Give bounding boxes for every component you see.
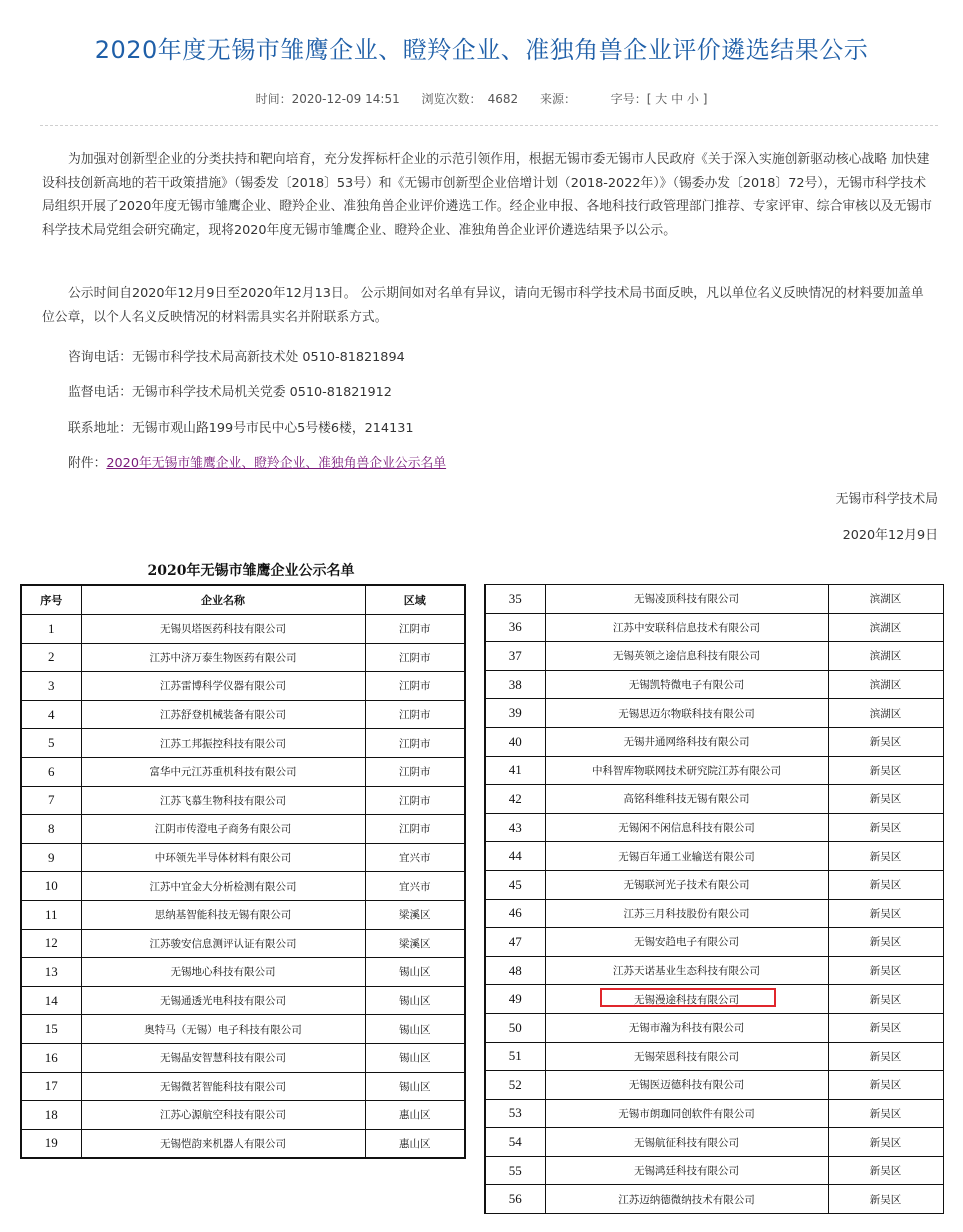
row-region: 江阴市 [365, 643, 465, 672]
intro-paragraph: 为加强对创新型企业的分类扶持和靶向培育，充分发挥标杆企业的示范引领作用，根据无锡市委无锡市人民政府《关于深入实施创新驱动核心战略 加快建设科技创新高地的若干政策措施》（锡委发〔2018〕53号）和《无锡市创新型企业倍增计划（2018-2022年）》（锡委办发〔2018〕72号），无锡市科学技术局组织开展了2020年度无锡市雏鹰企业、瞪羚企业、准独角兽企业评价遴选工作。经企业申报、各地科技行政管理部门推荐、专家评审、综合审核以及无锡市科学技术局党组会研究确定，现将2020年度无锡市雏鹰企业、瞪羚企业、准独角兽企业评价遴选结果予以公示。 [42, 152, 932, 238]
row-company: 无锡市瀚为科技有限公司 [545, 1013, 828, 1042]
row-company: 无锡贝塔医药科技有限公司 [81, 615, 365, 644]
row-region: 新吴区 [828, 899, 943, 928]
row-region: 滨湖区 [828, 699, 943, 728]
row-region: 新吴区 [828, 1099, 943, 1128]
row-index: 35 [485, 585, 545, 614]
table-row [21, 1043, 465, 1072]
header-company: 企业名称 [81, 585, 365, 615]
row-company: 无锡联河光子技术有限公司 [545, 870, 828, 899]
row-index: 1 [21, 615, 81, 644]
row-company: 江苏三月科技股份有限公司 [545, 899, 828, 928]
contact-address: 联系地址：无锡市观山路199号市民中心5号楼6楼，214131 [68, 421, 414, 436]
table-row [485, 1156, 943, 1185]
row-index: 19 [21, 1129, 81, 1158]
table-row [21, 872, 465, 901]
row-company: 思纳基智能科技无锡有限公司 [81, 900, 365, 929]
row-company: 江苏心源航空科技有限公司 [81, 1101, 365, 1130]
row-company: 江阴市传澄电子商务有限公司 [81, 815, 365, 844]
row-index: 41 [485, 756, 545, 785]
view-count: 浏览次数： 4682 [421, 92, 519, 106]
attachment [68, 452, 446, 471]
table-row [485, 699, 943, 728]
table-row [21, 643, 465, 672]
row-index: 37 [485, 642, 545, 671]
row-region: 新吴区 [828, 813, 943, 842]
header-index: 序号 [21, 585, 81, 615]
table-row [21, 986, 465, 1015]
row-index: 7 [21, 786, 81, 815]
row-region: 新吴区 [828, 985, 943, 1014]
row-company: 无锡微茗智能科技有限公司 [81, 1072, 365, 1101]
table-row [485, 1042, 943, 1071]
table-row [485, 785, 943, 814]
row-index: 49 [485, 985, 545, 1014]
row-company: 无锡思迈尔物联科技有限公司 [545, 699, 828, 728]
row-company: 无锡凌顶科技有限公司 [545, 585, 828, 614]
row-index: 42 [485, 785, 545, 814]
row-company: 无锡漫途科技有限公司 [545, 985, 828, 1014]
row-region: 滨湖区 [828, 670, 943, 699]
table-row [485, 1128, 943, 1157]
company-table-left [20, 584, 466, 1159]
row-index: 48 [485, 956, 545, 985]
row-region: 滨湖区 [828, 642, 943, 671]
row-index: 53 [485, 1099, 545, 1128]
highlight-box [600, 988, 776, 1007]
table-row [21, 929, 465, 958]
row-region: 新吴区 [828, 1042, 943, 1071]
table-row [485, 642, 943, 671]
table-row [485, 1185, 943, 1214]
row-region: 锡山区 [365, 1015, 465, 1044]
table-row [21, 1015, 465, 1044]
row-index: 56 [485, 1185, 545, 1214]
table-row [21, 815, 465, 844]
row-company: 无锡晶安智慧科技有限公司 [81, 1043, 365, 1072]
row-index: 2 [21, 643, 81, 672]
table-row [21, 1101, 465, 1130]
row-index: 6 [21, 757, 81, 786]
row-region: 新吴区 [828, 928, 943, 957]
font-size-switcher[interactable]: 字号：[ 大 中 小 ] [610, 92, 708, 106]
row-index: 9 [21, 843, 81, 872]
row-index: 14 [21, 986, 81, 1015]
row-index: 10 [21, 872, 81, 901]
row-region: 梁溪区 [365, 900, 465, 929]
table-row [485, 613, 943, 642]
row-company: 江苏迈纳德微纳技术有限公司 [545, 1185, 828, 1214]
row-region: 锡山区 [365, 986, 465, 1015]
header-region: 区域 [365, 585, 465, 615]
row-company: 无锡井通网络科技有限公司 [545, 727, 828, 756]
row-index: 43 [485, 813, 545, 842]
row-index: 47 [485, 928, 545, 957]
table-row [485, 813, 943, 842]
table-row [21, 843, 465, 872]
table-row [21, 615, 465, 644]
row-company: 高铭科维科技无锡有限公司 [545, 785, 828, 814]
row-index: 45 [485, 870, 545, 899]
row-company: 无锡凯特微电子有限公司 [545, 670, 828, 699]
row-region: 宜兴市 [365, 872, 465, 901]
notice-paragraph: 公示时间自2020年12月9日至2020年12月13日。 公示期间如对名单有异议，请向无锡市科学技术局书面反映，凡以单位名义反映情况的材料要加盖单位公章，以个人名义反映情况的材料需具实名并附联系方式。 [42, 286, 924, 325]
row-region: 梁溪区 [365, 929, 465, 958]
row-company: 江苏工邦振控科技有限公司 [81, 729, 365, 758]
table-row [21, 1072, 465, 1101]
signature: 无锡市科学技术局 [835, 492, 938, 507]
row-region: 新吴区 [828, 1071, 943, 1100]
row-index: 54 [485, 1128, 545, 1157]
table-row [485, 928, 943, 957]
row-index: 12 [21, 929, 81, 958]
attachment-label: 附件： [68, 456, 107, 471]
table-row [21, 958, 465, 987]
row-region: 江阴市 [365, 700, 465, 729]
table-row [485, 727, 943, 756]
row-company: 无锡安趋电子有限公司 [545, 928, 828, 957]
row-company: 奥特马（无锡）电子科技有限公司 [81, 1015, 365, 1044]
row-region: 宜兴市 [365, 843, 465, 872]
row-index: 8 [21, 815, 81, 844]
table-row [485, 1099, 943, 1128]
row-company: 中环领先半导体材料有限公司 [81, 843, 365, 872]
row-index: 51 [485, 1042, 545, 1071]
table-row [485, 1013, 943, 1042]
meta-divider [40, 125, 938, 126]
row-company: 无锡通透光电科技有限公司 [81, 986, 365, 1015]
table-row [21, 729, 465, 758]
table-row [21, 672, 465, 701]
row-index: 55 [485, 1156, 545, 1185]
row-region: 滨湖区 [828, 613, 943, 642]
row-index: 5 [21, 729, 81, 758]
row-company: 江苏中宜金大分析检测有限公司 [81, 872, 365, 901]
row-index: 40 [485, 727, 545, 756]
table-row [21, 1129, 465, 1158]
row-region: 新吴区 [828, 785, 943, 814]
row-index: 38 [485, 670, 545, 699]
row-index: 36 [485, 613, 545, 642]
row-region: 新吴区 [828, 956, 943, 985]
row-region: 惠山区 [365, 1129, 465, 1158]
row-index: 13 [21, 958, 81, 987]
row-region: 锡山区 [365, 958, 465, 987]
row-company: 无锡地心科技有限公司 [81, 958, 365, 987]
row-company: 江苏骏安信息测评认证有限公司 [81, 929, 365, 958]
row-index: 18 [21, 1101, 81, 1130]
row-index: 46 [485, 899, 545, 928]
table-row [21, 757, 465, 786]
row-company: 无锡鸿廷科技有限公司 [545, 1156, 828, 1185]
publish-time: 时间：2020-12-09 14:51 [255, 92, 400, 106]
view-count-value: 4682 [487, 92, 519, 106]
row-company: 江苏雷博科学仪器有限公司 [81, 672, 365, 701]
row-region: 新吴区 [828, 1013, 943, 1042]
page-title: 2020年度无锡市雏鹰企业、瞪羚企业、准独角兽企业评价遴选结果公示 [94, 36, 869, 64]
table-row [485, 1071, 943, 1100]
row-region: 新吴区 [828, 870, 943, 899]
table-row [21, 900, 465, 929]
row-index: 50 [485, 1013, 545, 1042]
row-company: 无锡荣恩科技有限公司 [545, 1042, 828, 1071]
row-company: 无锡英领之途信息科技有限公司 [545, 642, 828, 671]
row-company: 无锡百年通工业输送有限公司 [545, 842, 828, 871]
table-row [21, 786, 465, 815]
row-company: 江苏舒登机械装备有限公司 [81, 700, 365, 729]
row-region: 江阴市 [365, 729, 465, 758]
source-label: 来源： [539, 92, 576, 106]
row-region: 滨湖区 [828, 585, 943, 614]
row-company: 江苏飞慕生物科技有限公司 [81, 786, 365, 815]
row-region: 新吴区 [828, 727, 943, 756]
row-company: 中科智库物联网技术研究院江苏有限公司 [545, 756, 828, 785]
row-region: 新吴区 [828, 1128, 943, 1157]
row-index: 4 [21, 700, 81, 729]
row-region: 惠山区 [365, 1101, 465, 1130]
row-company: 江苏中济万泰生物医药有限公司 [81, 643, 365, 672]
row-region: 江阴市 [365, 786, 465, 815]
row-company: 无锡恺韵来机器人有限公司 [81, 1129, 365, 1158]
row-company: 江苏中安联科信息技术有限公司 [545, 613, 828, 642]
table-row [485, 585, 943, 614]
row-index: 44 [485, 842, 545, 871]
row-region: 江阴市 [365, 815, 465, 844]
attachment-link[interactable]: 2020年无锡市雏鹰企业、瞪羚企业、准独角兽企业公示名单 [106, 456, 447, 471]
row-index: 15 [21, 1015, 81, 1044]
row-index: 3 [21, 672, 81, 701]
row-company: 江苏天诺基业生态科技有限公司 [545, 956, 828, 985]
table-row [21, 700, 465, 729]
row-region: 新吴区 [828, 756, 943, 785]
row-region: 新吴区 [828, 1156, 943, 1185]
table-row [485, 756, 943, 785]
row-region: 江阴市 [365, 615, 465, 644]
row-index: 39 [485, 699, 545, 728]
table-row [485, 870, 943, 899]
table-row [485, 956, 943, 985]
row-company: 无锡闲不闲信息科技有限公司 [545, 813, 828, 842]
table-row [485, 842, 943, 871]
row-company: 无锡市朗珈同创软件有限公司 [545, 1099, 828, 1128]
row-index: 11 [21, 900, 81, 929]
article-meta [0, 90, 963, 107]
signature-date: 2020年12月9日 [842, 528, 938, 543]
row-index: 52 [485, 1071, 545, 1100]
row-company: 无锡航征科技有限公司 [545, 1128, 828, 1157]
row-region: 新吴区 [828, 1185, 943, 1214]
row-region: 江阴市 [365, 672, 465, 701]
table-row [485, 670, 943, 699]
row-company: 富华中元江苏重机科技有限公司 [81, 757, 365, 786]
supervise-phone: 监督电话：无锡市科学技术局机关党委 0510-81821912 [68, 385, 392, 400]
row-region: 新吴区 [828, 842, 943, 871]
table-row [485, 899, 943, 928]
row-index: 16 [21, 1043, 81, 1072]
consult-phone: 咨询电话：无锡市科学技术局高新技术处 0510-81821894 [68, 350, 405, 365]
row-index: 17 [21, 1072, 81, 1101]
row-region: 江阴市 [365, 757, 465, 786]
row-region: 锡山区 [365, 1072, 465, 1101]
table-title: 2020年无锡市雏鹰企业公示名单 [147, 563, 355, 579]
company-table-right [484, 584, 944, 1214]
row-company: 无锡医迈德科技有限公司 [545, 1071, 828, 1100]
row-region: 锡山区 [365, 1043, 465, 1072]
